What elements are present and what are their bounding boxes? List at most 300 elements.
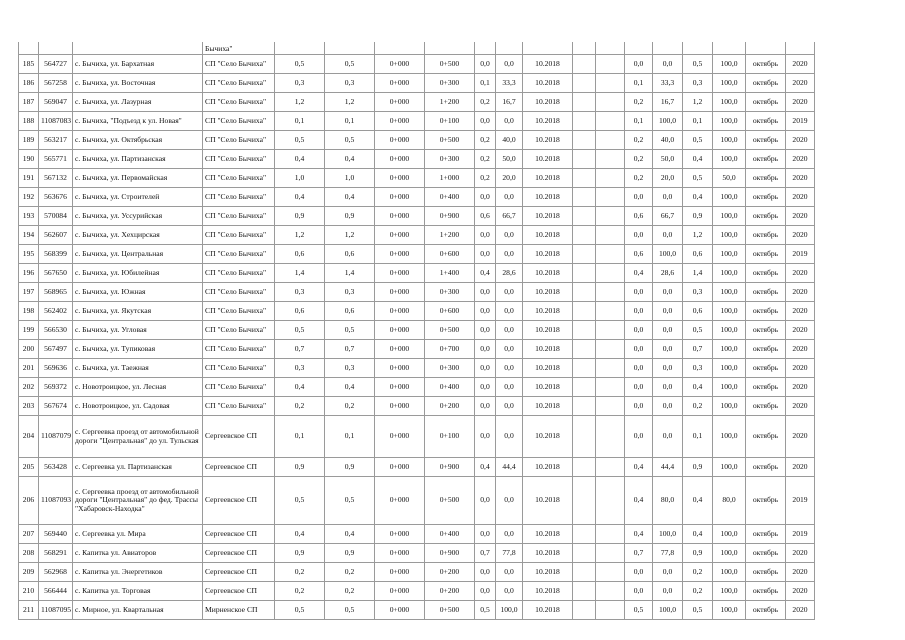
- cell-defect-len: 0,7: [475, 544, 496, 563]
- cell-defect-len: 0,0: [475, 525, 496, 544]
- cell-name: с. Новотроицкое, ул. Лесная: [73, 378, 203, 397]
- table-row: [19, 378, 815, 397]
- cell-month: октябрь: [746, 93, 786, 112]
- cell-id: 563217: [39, 131, 73, 150]
- cell-num: 198: [19, 302, 39, 321]
- cell-id: 568399: [39, 245, 73, 264]
- cell-id: 567650: [39, 264, 73, 283]
- cell-name: с. Бычиха, ул. Угловая: [73, 321, 203, 340]
- cell-km-start: 0+000: [375, 321, 425, 340]
- cell-blank-a: [573, 264, 596, 283]
- cell-repair-pct: 100,0: [653, 112, 683, 131]
- cell-defect-pct: 16,7: [496, 93, 523, 112]
- cell-norm-len: 0,5: [683, 321, 713, 340]
- cell-org-continued: Бычиха": [203, 42, 275, 55]
- cell-org: СП "Село Бычиха": [203, 340, 275, 359]
- cell-defect-pct: 0,0: [496, 397, 523, 416]
- cell-year: 2020: [786, 93, 815, 112]
- cell-km-start: 0+000: [375, 563, 425, 582]
- cell-name: с. Бычиха, ул. Восточная: [73, 74, 203, 93]
- cell-month: октябрь: [746, 340, 786, 359]
- table-row: [19, 525, 815, 544]
- cell-inspect-date: 10.2018: [523, 55, 573, 74]
- cell-km-start: 0+000: [375, 302, 425, 321]
- cell-blank-b: [596, 226, 625, 245]
- cell-org: СП "Село Бычиха": [203, 188, 275, 207]
- cell-norm-pct: 100,0: [713, 245, 746, 264]
- cell-km-end: 0+900: [425, 458, 475, 477]
- cell-year: 2019: [786, 112, 815, 131]
- cell-defect-len: 0,0: [475, 188, 496, 207]
- cell-name: с. Сергеевка ул. Партизанская: [73, 458, 203, 477]
- cell-length-asphalt: 0,9: [325, 207, 375, 226]
- cell-blank-b: [596, 321, 625, 340]
- table-row-continued: [19, 42, 815, 55]
- cell-id: 568965: [39, 283, 73, 302]
- cell-length-total: 0,5: [275, 321, 325, 340]
- cell-num: 191: [19, 169, 39, 188]
- cell-org: СП "Село Бычиха": [203, 112, 275, 131]
- cell-inspect-date: 10.2018: [523, 582, 573, 601]
- cell-num: 205: [19, 458, 39, 477]
- cell-year: 2020: [786, 188, 815, 207]
- cell-month: октябрь: [746, 112, 786, 131]
- cell-num: 193: [19, 207, 39, 226]
- cell-repair-len: 0,0: [625, 283, 653, 302]
- cell-length-asphalt: 0,9: [325, 544, 375, 563]
- cell-id: 562402: [39, 302, 73, 321]
- table-row: [19, 55, 815, 74]
- cell-num: 208: [19, 544, 39, 563]
- cell-norm-len: 0,3: [683, 359, 713, 378]
- cell-id: 563676: [39, 188, 73, 207]
- cell-norm-len: 0,5: [683, 131, 713, 150]
- cell-inspect-date: 10.2018: [523, 601, 573, 620]
- cell-name: с. Бычиха, ул. Якутская: [73, 302, 203, 321]
- cell-defect-pct: 0,0: [496, 188, 523, 207]
- cell-repair-pct: 100,0: [653, 525, 683, 544]
- cell-num: 187: [19, 93, 39, 112]
- cell-km-end: 0+500: [425, 477, 475, 525]
- cell-length-asphalt: 0,4: [325, 150, 375, 169]
- cell-org: СП "Село Бычиха": [203, 150, 275, 169]
- cell-length-asphalt: 1,0: [325, 169, 375, 188]
- cell-norm-pct: 100,0: [713, 264, 746, 283]
- cell-inspect-date: 10.2018: [523, 458, 573, 477]
- cell-km-end: 0+200: [425, 582, 475, 601]
- cell-length-asphalt: 0,4: [325, 525, 375, 544]
- cell-num: 189: [19, 131, 39, 150]
- cell-id: 562607: [39, 226, 73, 245]
- cell-norm-len: 1,2: [683, 226, 713, 245]
- cell-repair-pct: 28,6: [653, 264, 683, 283]
- cell-norm-len: 1,2: [683, 93, 713, 112]
- cell-norm-pct: 100,0: [713, 283, 746, 302]
- cell-norm-len: 0,4: [683, 188, 713, 207]
- cell-blank-a: [573, 226, 596, 245]
- cell-name: с. Бычиха, ул. Центральная: [73, 245, 203, 264]
- cell-name: с. Капитка ул. Торговая: [73, 582, 203, 601]
- cell-norm-len: 0,5: [683, 55, 713, 74]
- cell-norm-pct: 100,0: [713, 340, 746, 359]
- cell-repair-len: 0,0: [625, 416, 653, 458]
- cell-name: с. Бычиха, "Подъезд к ул. Новая": [73, 112, 203, 131]
- cell-length-asphalt: 0,9: [325, 458, 375, 477]
- cell-length-asphalt: 0,2: [325, 563, 375, 582]
- cell-km-start: 0+000: [375, 245, 425, 264]
- cell-org: Сергеевское СП: [203, 458, 275, 477]
- cell-repair-pct: 0,0: [653, 302, 683, 321]
- cell-blank-b: [596, 283, 625, 302]
- cell-year: 2019: [786, 245, 815, 264]
- cell-year: 2020: [786, 340, 815, 359]
- cell-blank-a: [573, 302, 596, 321]
- cell-repair-pct: 44,4: [653, 458, 683, 477]
- cell-defect-pct: 28,6: [496, 264, 523, 283]
- cell-length-asphalt: 1,2: [325, 226, 375, 245]
- cell-km-end: 0+900: [425, 207, 475, 226]
- cell-repair-pct: 20,0: [653, 169, 683, 188]
- cell-norm-pct: 100,0: [713, 150, 746, 169]
- cell-id: 11087079: [39, 416, 73, 458]
- cell-name: с. Бычиха, ул. Тупиковая: [73, 340, 203, 359]
- cell-defect-len: 0,0: [475, 245, 496, 264]
- cell-blank-b: [596, 378, 625, 397]
- cell-year: 2020: [786, 131, 815, 150]
- cell-repair-len: 0,6: [625, 207, 653, 226]
- cell-norm-len: 0,3: [683, 74, 713, 93]
- cell-km-start: 0+000: [375, 283, 425, 302]
- cell-num: 197: [19, 283, 39, 302]
- cell-km-end: 0+700: [425, 340, 475, 359]
- cell-repair-len: 0,0: [625, 340, 653, 359]
- cell-name: с. Бычиха, ул. Таежная: [73, 359, 203, 378]
- cell-org: Сергеевское СП: [203, 477, 275, 525]
- cell-repair-len: 0,0: [625, 582, 653, 601]
- cell-blank-a: [573, 188, 596, 207]
- cell-km-start: 0+000: [375, 601, 425, 620]
- cell-norm-len: 0,2: [683, 397, 713, 416]
- cell-blank-a: [573, 245, 596, 264]
- cell-defect-len: 0,1: [475, 74, 496, 93]
- cell-defect-pct: 0,0: [496, 302, 523, 321]
- cell-name: с. Бычиха, ул. Лазурная: [73, 93, 203, 112]
- cell-km-end: 1+200: [425, 226, 475, 245]
- cell-org: Сергеевское СП: [203, 582, 275, 601]
- cell-km-start: 0+000: [375, 340, 425, 359]
- cell-inspect-date: 10.2018: [523, 397, 573, 416]
- cell-km-start: 0+000: [375, 264, 425, 283]
- cell-length-total: 1,2: [275, 93, 325, 112]
- cell-norm-len: 0,4: [683, 378, 713, 397]
- cell-id: 569047: [39, 93, 73, 112]
- cell-name: с. Бычиха, ул. Бархатная: [73, 55, 203, 74]
- cell-length-asphalt: 0,1: [325, 416, 375, 458]
- cell-id: 569440: [39, 525, 73, 544]
- cell-month: октябрь: [746, 74, 786, 93]
- cell-repair-len: 0,0: [625, 563, 653, 582]
- cell-km-start: 0+000: [375, 458, 425, 477]
- cell-repair-len: 0,0: [625, 302, 653, 321]
- cell-repair-pct: 0,0: [653, 397, 683, 416]
- cell-year: 2020: [786, 544, 815, 563]
- table-row: [19, 226, 815, 245]
- cell-km-end: 1+400: [425, 264, 475, 283]
- table-row: [19, 74, 815, 93]
- cell-length-asphalt: 0,2: [325, 397, 375, 416]
- cell-repair-len: 0,5: [625, 601, 653, 620]
- cell-org: СП "Село Бычиха": [203, 207, 275, 226]
- cell-norm-pct: 100,0: [713, 582, 746, 601]
- cell-blank-b: [596, 563, 625, 582]
- cell-name: с. Сергеевка ул. Мира: [73, 525, 203, 544]
- cell-repair-len: 0,2: [625, 131, 653, 150]
- cell-defect-pct: 0,0: [496, 55, 523, 74]
- cell-repair-pct: 0,0: [653, 563, 683, 582]
- cell-month: октябрь: [746, 378, 786, 397]
- cell-repair-len: 0,0: [625, 321, 653, 340]
- cell-id: 570084: [39, 207, 73, 226]
- cell-defect-pct: 50,0: [496, 150, 523, 169]
- cell-norm-len: 0,6: [683, 302, 713, 321]
- cell-id: 562968: [39, 563, 73, 582]
- cell-num: 185: [19, 55, 39, 74]
- cell-inspect-date: 10.2018: [523, 283, 573, 302]
- cell-year: 2020: [786, 601, 815, 620]
- cell-blank-b: [596, 150, 625, 169]
- cell-year: 2020: [786, 302, 815, 321]
- cell-km-end: 0+300: [425, 359, 475, 378]
- table-row: [19, 397, 815, 416]
- cell-repair-len: 0,1: [625, 112, 653, 131]
- cell-blank-a: [573, 169, 596, 188]
- cell-repair-pct: 100,0: [653, 245, 683, 264]
- cell-month: октябрь: [746, 245, 786, 264]
- cell-norm-len: 0,4: [683, 477, 713, 525]
- cell-norm-len: 1,4: [683, 264, 713, 283]
- cell-defect-pct: 0,0: [496, 283, 523, 302]
- cell-num: 194: [19, 226, 39, 245]
- cell-km-start: 0+000: [375, 544, 425, 563]
- cell-blank-a: [573, 359, 596, 378]
- cell-month: октябрь: [746, 264, 786, 283]
- cell-km-end: 0+200: [425, 563, 475, 582]
- cell-repair-len: 0,2: [625, 169, 653, 188]
- cell-km-end: 0+400: [425, 378, 475, 397]
- cell-defect-pct: 0,0: [496, 563, 523, 582]
- cell-repair-len: 0,6: [625, 245, 653, 264]
- cell-blank-b: [596, 131, 625, 150]
- cell-name: с. Бычиха, ул. Юбилейная: [73, 264, 203, 283]
- cell-blank-b: [596, 302, 625, 321]
- cell-org: СП "Село Бычиха": [203, 321, 275, 340]
- cell-defect-len: 0,2: [475, 131, 496, 150]
- cell-name: с. Бычиха, ул. Партизанская: [73, 150, 203, 169]
- cell-repair-len: 0,4: [625, 264, 653, 283]
- table-row: [19, 169, 815, 188]
- cell-repair-len: 0,0: [625, 226, 653, 245]
- roads-table: [18, 42, 815, 620]
- cell-defect-len: 0,0: [475, 321, 496, 340]
- cell-norm-pct: 80,0: [713, 477, 746, 525]
- cell-name: с. Сергеевка проезд от автомобильной дороги "Центральная" до фед. Трассы "Хабаровск-Находка": [73, 477, 203, 525]
- cell-norm-pct: 100,0: [713, 458, 746, 477]
- cell-num: 196: [19, 264, 39, 283]
- cell-defect-pct: 0,0: [496, 340, 523, 359]
- cell-blank-b: [596, 397, 625, 416]
- cell-month: октябрь: [746, 188, 786, 207]
- cell-km-end: 0+200: [425, 397, 475, 416]
- cell-norm-pct: 100,0: [713, 207, 746, 226]
- cell-length-total: 0,4: [275, 378, 325, 397]
- cell-month: октябрь: [746, 563, 786, 582]
- cell-defect-pct: 0,0: [496, 477, 523, 525]
- cell-length-total: 0,9: [275, 207, 325, 226]
- cell-blank-a: [573, 55, 596, 74]
- cell-km-end: 1+000: [425, 169, 475, 188]
- cell-month: октябрь: [746, 416, 786, 458]
- cell-org: СП "Село Бычиха": [203, 55, 275, 74]
- cell-repair-pct: 0,0: [653, 226, 683, 245]
- cell-blank-b: [596, 525, 625, 544]
- cell-norm-len: 0,2: [683, 582, 713, 601]
- cell-length-total: 0,5: [275, 55, 325, 74]
- cell-blank-a: [573, 207, 596, 226]
- cell-norm-len: 0,1: [683, 416, 713, 458]
- cell-blank-b: [596, 340, 625, 359]
- cell-norm-len: 0,9: [683, 458, 713, 477]
- cell-blank-b: [596, 458, 625, 477]
- cell-inspect-date: 10.2018: [523, 264, 573, 283]
- cell-length-asphalt: 0,1: [325, 112, 375, 131]
- cell-year: 2020: [786, 416, 815, 458]
- cell-norm-pct: 100,0: [713, 226, 746, 245]
- cell-inspect-date: 10.2018: [523, 112, 573, 131]
- cell-length-total: 0,2: [275, 563, 325, 582]
- cell-repair-pct: 50,0: [653, 150, 683, 169]
- cell-repair-len: 0,4: [625, 477, 653, 525]
- cell-name: с. Новотроицкое, ул. Садовая: [73, 397, 203, 416]
- cell-num: 190: [19, 150, 39, 169]
- cell-norm-len: 0,3: [683, 283, 713, 302]
- cell-norm-pct: 100,0: [713, 74, 746, 93]
- cell-norm-pct: 100,0: [713, 544, 746, 563]
- cell-defect-len: 0,0: [475, 55, 496, 74]
- cell-length-total: 0,6: [275, 245, 325, 264]
- cell-norm-pct: 100,0: [713, 359, 746, 378]
- cell-id: 563428: [39, 458, 73, 477]
- cell-length-total: 0,4: [275, 150, 325, 169]
- cell-length-total: 1,4: [275, 264, 325, 283]
- cell-length-total: 0,7: [275, 340, 325, 359]
- cell-length-total: 0,9: [275, 458, 325, 477]
- table-row: [19, 544, 815, 563]
- cell-length-total: 0,6: [275, 302, 325, 321]
- table-row: [19, 93, 815, 112]
- cell-length-asphalt: 0,4: [325, 188, 375, 207]
- cell-length-total: 0,4: [275, 188, 325, 207]
- cell-defect-pct: 0,0: [496, 359, 523, 378]
- cell-length-asphalt: 0,5: [325, 55, 375, 74]
- cell-length-total: 0,5: [275, 131, 325, 150]
- cell-inspect-date: 10.2018: [523, 525, 573, 544]
- cell-norm-len: 0,4: [683, 525, 713, 544]
- cell-inspect-date: 10.2018: [523, 359, 573, 378]
- cell-year: 2019: [786, 525, 815, 544]
- cell-norm-len: 0,1: [683, 112, 713, 131]
- spreadsheet-sheet: [18, 42, 808, 620]
- cell-blank-a: [573, 131, 596, 150]
- table-row: [19, 264, 815, 283]
- cell-month: октябрь: [746, 582, 786, 601]
- cell-length-total: 0,1: [275, 112, 325, 131]
- cell-month: октябрь: [746, 283, 786, 302]
- cell-repair-pct: 66,7: [653, 207, 683, 226]
- cell-inspect-date: 10.2018: [523, 93, 573, 112]
- table-row: [19, 416, 815, 458]
- cell-month: октябрь: [746, 55, 786, 74]
- cell-repair-pct: 0,0: [653, 416, 683, 458]
- cell-km-end: 0+900: [425, 544, 475, 563]
- cell-blank-b: [596, 245, 625, 264]
- cell-repair-pct: 40,0: [653, 131, 683, 150]
- cell-num: 195: [19, 245, 39, 264]
- cell-km-end: 0+300: [425, 283, 475, 302]
- cell-km-end: 0+600: [425, 302, 475, 321]
- cell-repair-len: 0,4: [625, 525, 653, 544]
- cell-blank-a: [573, 340, 596, 359]
- cell-name: с. Сергеевка проезд от автомобильной дороги "Центральная" до ул. Тульская: [73, 416, 203, 458]
- cell-inspect-date: 10.2018: [523, 245, 573, 264]
- cell-repair-pct: 100,0: [653, 601, 683, 620]
- cell-org: СП "Село Бычиха": [203, 378, 275, 397]
- cell-org: СП "Село Бычиха": [203, 226, 275, 245]
- cell-inspect-date: 10.2018: [523, 207, 573, 226]
- cell-defect-len: 0,0: [475, 477, 496, 525]
- cell-num: 199: [19, 321, 39, 340]
- cell-length-asphalt: 0,2: [325, 582, 375, 601]
- cell-defect-len: 0,0: [475, 226, 496, 245]
- cell-km-start: 0+000: [375, 582, 425, 601]
- cell-inspect-date: 10.2018: [523, 321, 573, 340]
- cell-repair-pct: 77,8: [653, 544, 683, 563]
- cell-month: октябрь: [746, 477, 786, 525]
- cell-inspect-date: 10.2018: [523, 340, 573, 359]
- cell-km-start: 0+000: [375, 226, 425, 245]
- cell-length-asphalt: 0,5: [325, 321, 375, 340]
- cell-repair-pct: 16,7: [653, 93, 683, 112]
- cell-repair-pct: 0,0: [653, 582, 683, 601]
- cell-id: 566530: [39, 321, 73, 340]
- cell-repair-len: 0,0: [625, 55, 653, 74]
- cell-km-end: 0+100: [425, 112, 475, 131]
- cell-km-start: 0+000: [375, 112, 425, 131]
- cell-org: Сергеевское СП: [203, 563, 275, 582]
- cell-inspect-date: 10.2018: [523, 302, 573, 321]
- cell-norm-pct: 100,0: [713, 302, 746, 321]
- cell-defect-len: 0,0: [475, 340, 496, 359]
- cell-year: 2019: [786, 477, 815, 525]
- cell-blank-b: [596, 416, 625, 458]
- cell-norm-pct: 100,0: [713, 378, 746, 397]
- cell-length-total: 0,3: [275, 283, 325, 302]
- cell-blank-a: [573, 150, 596, 169]
- cell-defect-pct: 0,0: [496, 226, 523, 245]
- cell-norm-len: 0,6: [683, 245, 713, 264]
- cell-km-end: 0+500: [425, 321, 475, 340]
- cell-norm-len: 0,4: [683, 150, 713, 169]
- cell-id: 567258: [39, 74, 73, 93]
